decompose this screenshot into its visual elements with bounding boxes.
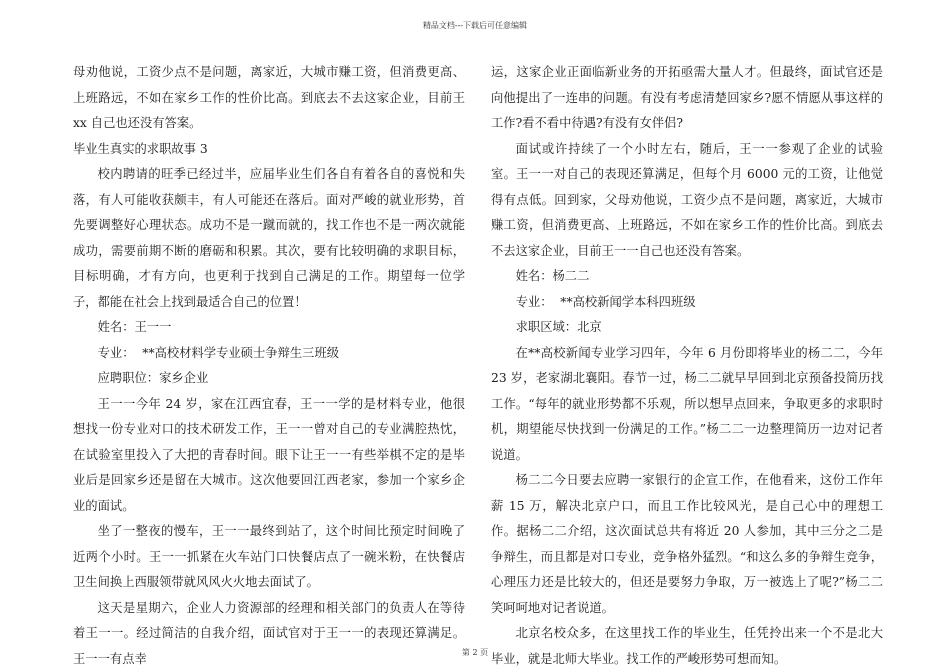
paragraph: 这天是星期六，企业人力资源部的经理和相关部门的负责人在等待着王一一。经过简洁的自我介绍，面试官对于王一一的表现还算满足。王一一有点幸 bbox=[73, 600, 465, 666]
paragraph: 坐了一整夜的慢车，王一一最终到站了，这个时间比预定时间晚了近两个小时。王一一抓紧在火车站门口快餐店点了一碗米粉，在快餐店卫生间换上西服领带就风风火火地去面试了。 bbox=[73, 524, 465, 589]
right-column bbox=[491, 60, 883, 672]
region-field: 求职区域：北京 bbox=[515, 320, 602, 334]
paragraph: 杨二二今日要去应聘一家银行的企宣工作，在他看来，这份工作年薪 15 万，解决北京户口，而且工作比较风光，是自己心中的理想工作。据杨二二介绍，这次面试总共有将近 20 人参加，其中三分之二是争辩生，而且都是对口专业，竞争格外猛烈。“和这么多的争辩生竞争，心理压力还是比较大的，但还是要努力争取，万一被选上了呢?”杨二二笑呵呵地对记者说道。 bbox=[491, 473, 883, 615]
major-field: 专业： **高校新闻学本科四班级 bbox=[515, 294, 696, 309]
paragraph: 校内聘请的旺季已经过半，应届毕业生们各自有着各自的喜悦和失落，有人可能收获颇丰，有人可能还在落后。面对严峻的就业形势，首先要调整好心理状态。成功不是一蹴而就的，找工作也不是一两次就能成功，需要前期不断的磨砺和积累。其次，要有比较明确的求职目标，目标明确，才有方向，也更利于找到自己满足的工作。期望每一位学子，都能在社会上找到最适合自己的位置！ bbox=[73, 167, 465, 309]
position-field: 应聘职位：家乡企业 bbox=[97, 371, 209, 385]
paragraph: 面试或许持续了一个小时左右，随后，王一一参观了企业的试验室。王一一对自己的表现还算满足，但每个月 6000 元的工资，让他觉得有点低。回到家，父母劝他说，工资少点不是问题，离家近，大城市赚工资，但消费更高、上班路远，不如在家乡工作的性价比高。到底去不去这家企业，目前王一一自己也还没有答案。 bbox=[491, 141, 883, 258]
name-field: 姓名：杨二二 bbox=[515, 269, 590, 283]
paragraph: 在**高校新闻专业学习四年，今年 6 月份即将毕业的杨二二，今年 23 岁，老家湖北襄阳。春节一过，杨二二就早早回到北京预备投简历找工作。“每年的就业形势都不乐观，所以想早点回来，争取更多的求职时机，期望能尽快找到一份满足的工作。”杨二二一边整理简历一边对记者说道。 bbox=[491, 345, 883, 462]
page-header: 精品文档---下载后可任意编辑 bbox=[422, 21, 528, 30]
left-column bbox=[73, 60, 465, 672]
page-number: 第 2 页 bbox=[461, 648, 489, 657]
major-field: 专业： **高校材料学专业硕士争辩生三班级 bbox=[97, 345, 340, 360]
paragraph: 母劝他说，工资少点不是问题，离家近，大城市赚工资，但消费更高、上班路远，不如在家乡工作的性价比高。到底去不去这家企业，目前王 xx 自己也还没有答案。 bbox=[73, 65, 465, 130]
paragraph: 北京名校众多，在这里找工作的毕业生，任凭拎出来一个不是北大毕业，就是北师大毕业。找工作的严峻形势可想而知。 bbox=[491, 626, 883, 666]
paragraph: 王一一今年 24 岁，家在江西宜春，王一一学的是材料专业，他很想找一份专业对口的技术研发工作，王一一曾对自己的专业满腔热忱，在试验室里投入了大把的青春时间。眼下让王一一有些举棋不定的是毕业后是回家乡还是留在大城市。这次他要回江西老家，参加一个家乡企业的面试。 bbox=[73, 396, 465, 513]
name-field: 姓名：王一一 bbox=[97, 320, 172, 334]
paragraph: 运，这家企业正面临新业务的开拓亟需大量人才。但最终，面试官还是向他提出了一连串的问题。有没有考虑清楚回家乡?愿不情愿从事这样的工作?看不看中待遇?有没有女伴侣? bbox=[491, 65, 883, 130]
section-heading: 毕业生真实的求职故事 3 bbox=[73, 141, 208, 156]
